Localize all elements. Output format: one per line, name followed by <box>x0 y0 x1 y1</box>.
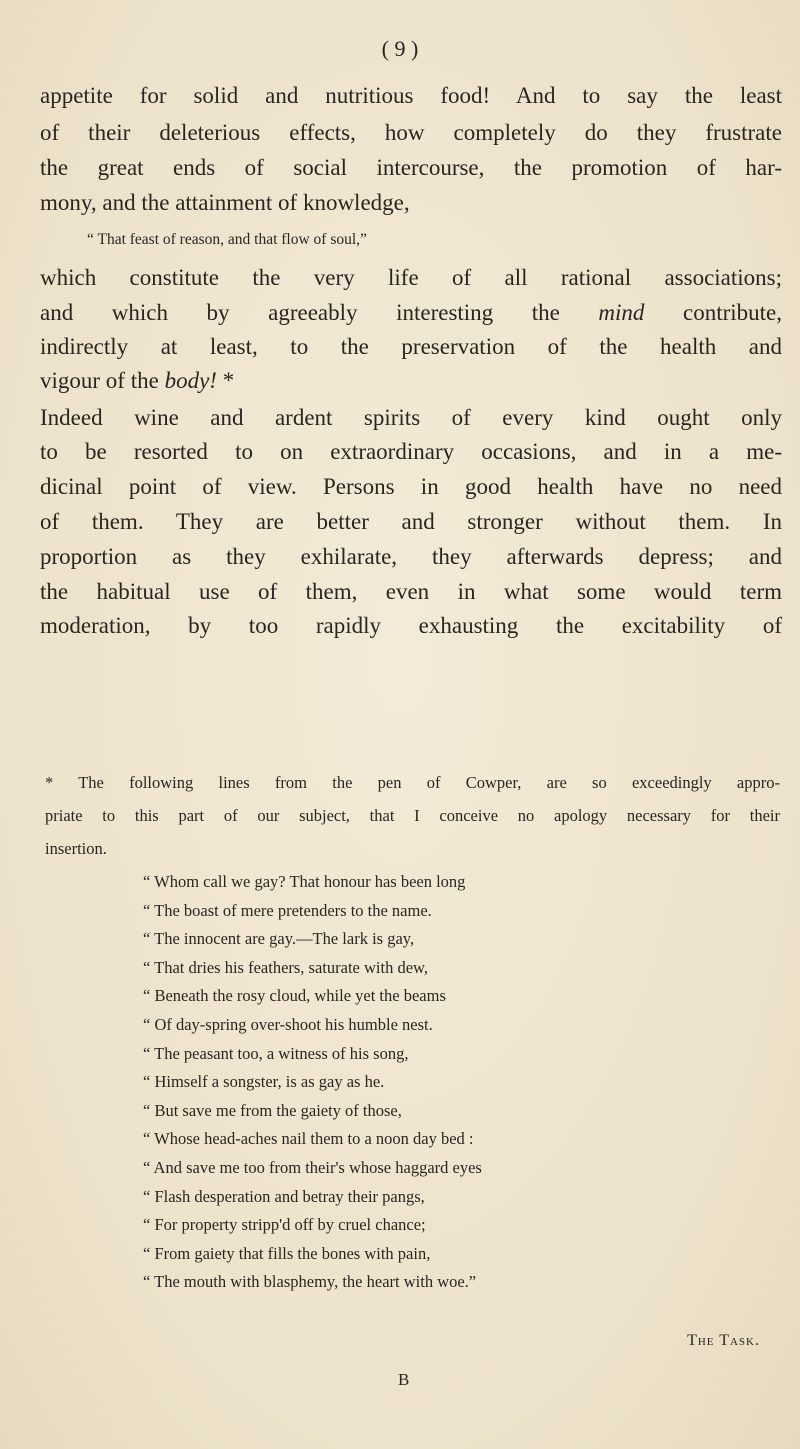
footnote-line: * The following lines from the pen of Cowper, are so exceedingly appro- <box>45 773 780 792</box>
poem-line: “ From gaiety that fills the bones with pain, <box>143 1243 431 1263</box>
poem-line: “ Whom call we gay? That honour has been long <box>143 872 466 891</box>
poem-line: “ The innocent are gay.—The lark is gay, <box>143 929 415 949</box>
body-text-line: moderation, by too rapidly exhausting the excitability of <box>40 613 782 638</box>
poem-line: “ Himself a songster, is as gay as he. <box>143 1072 385 1092</box>
body-text-line: dicinal point of view. Persons in good health have no need <box>40 474 782 499</box>
poem-line: “ But save me from the gaiety of those, <box>143 1100 402 1120</box>
body-text-line <box>40 332 782 362</box>
poem-attribution: The Task. <box>687 1332 760 1349</box>
body-text-line: appetite for solid and nutritious food! And to say the least <box>40 83 782 108</box>
poem-line: “ The mouth with blasphemy, the heart with woe.” <box>143 1272 477 1292</box>
text-segment: and which by agreeably interesting the <box>40 300 599 325</box>
text-segment: indirectly at least, to the preservation of the health and <box>40 334 782 359</box>
body-text-line: mony, and the attainment of knowledge, <box>40 190 410 215</box>
text-segment: * <box>216 368 235 393</box>
body-text-line: of them. They are better and stronger without them. In <box>40 509 782 534</box>
quotation-line: “ That feast of reason, and that flow of soul,” <box>87 231 367 248</box>
footnote-line: priate to this part of our subject, that I conceive no apology necessary for their <box>45 806 780 825</box>
body-text-line: Indeed wine and ardent spirits of every kind ought only <box>40 405 782 430</box>
poem-line: “ The boast of mere pretenders to the name. <box>143 900 432 920</box>
poem-line: “ Flash desperation and betray their pangs, <box>143 1186 425 1206</box>
page-number: ( 9 ) <box>381 36 419 61</box>
body-text-line: to be resorted to on extraordinary occasions, and in a me- <box>40 439 782 464</box>
poem-line: “ The peasant too, a witness of his song, <box>143 1043 409 1063</box>
body-text-line: of their deleterious effects, how completely do they frustrate <box>40 120 782 145</box>
body-text-line: proportion as they exhilarate, they afterwards depress; and <box>40 544 782 569</box>
signature-mark: B <box>398 1370 410 1389</box>
body-text-line: the great ends of social intercourse, the promotion of har- <box>40 155 782 180</box>
italic-text: mind <box>598 300 645 325</box>
poem-line: “ Whose head-aches nail them to a noon day bed : <box>143 1129 474 1149</box>
body-text-line <box>40 298 782 328</box>
poem-line: “ For property stripp'd off by cruel chance; <box>143 1215 426 1235</box>
poem-line: “ That dries his feathers, saturate with dew, <box>143 957 428 977</box>
italic-text: body! <box>164 368 217 393</box>
footnote-line: insertion. <box>45 839 107 858</box>
body-text-line <box>40 366 782 396</box>
poem-line: “ Of day-spring over-shoot his humble nest. <box>143 1015 433 1034</box>
text-segment: vigour of the <box>40 368 165 393</box>
text-segment: which constitute the very life of all rational associations; <box>40 265 782 290</box>
body-text-line <box>40 263 782 293</box>
text-segment: contribute, <box>644 300 782 325</box>
poem-line: “ Beneath the rosy cloud, while yet the beams <box>143 986 446 1006</box>
body-text-line: the habitual use of them, even in what some would term <box>40 579 782 604</box>
poem-line: “ And save me too from their's whose haggard eyes <box>143 1158 482 1177</box>
